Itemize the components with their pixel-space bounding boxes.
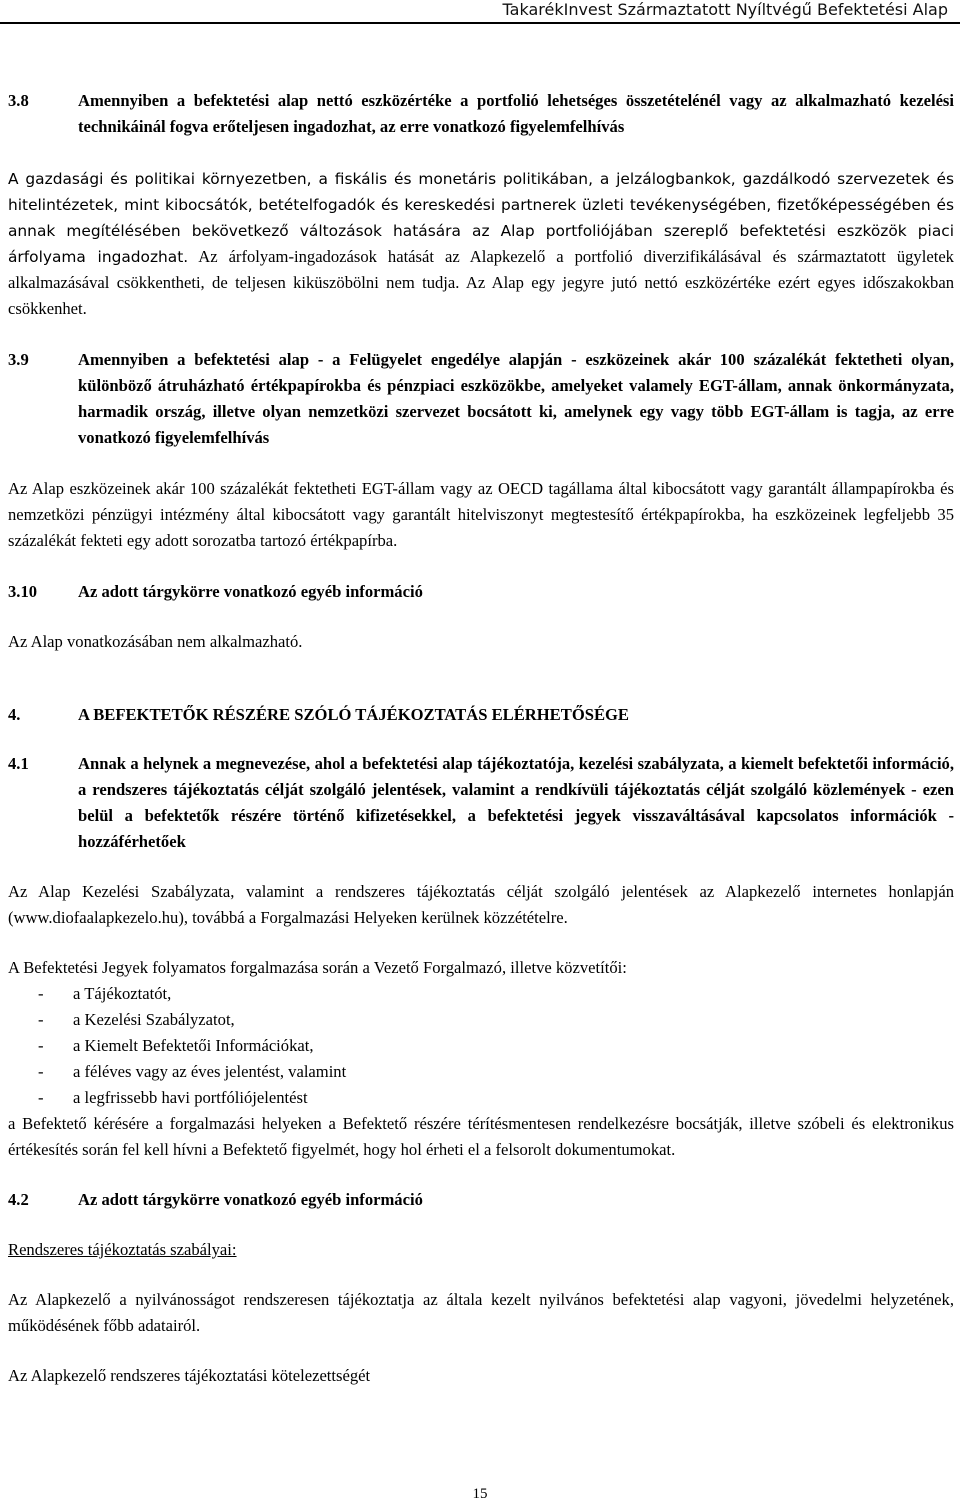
document-body <box>8 88 954 1389</box>
section-4-2-paragraph-2: Az Alapkezelő rendszeres tájékoztatási kötelezettségét <box>8 1366 371 1385</box>
section-3-10-body: Az Alap vonatkozásában nem alkalmazható. <box>8 632 303 651</box>
list-item: - a Kezelési Szabályzatot, <box>38 1010 235 1029</box>
section-number: 3.8 <box>8 91 29 110</box>
section-number: 3.10 <box>8 582 38 601</box>
running-header: TakarékInvest Származtatott Nyíltvégű Befektetési Alap <box>502 0 948 19</box>
section-title: Amennyiben a befektetési alap nettó eszközértéke a portfolió lehetséges összetételénél vagy az alkalmazható kezelési technikáinál fogva erőteljesen ingadozhat, az erre vonatkozó figyelemfelhívás <box>78 91 954 136</box>
section-3-9-heading <box>8 347 954 451</box>
section-4-1-paragraph-1: Az Alap Kezelési Szabályzata, valamint a rendszeres tájékoztatás célját szolgáló jelentések az Alapkezelő internetes honlapján (www.diofaalapkezelo.hu), továbbá a Forgalmazási Helyeken kerülnek közzétételre. <box>8 882 954 927</box>
section-4-1-paragraph-3: a Befektető kérésére a forgalmazási helyeken a Befektető részére térítésmentesen rendelkezésre bocsátják, illetve szóbeli és elektronikus értékesítés során fel kell hívni a Befektető figyelmét, hogy hol érheti el a felsorolt dokumentumokat. <box>8 1114 954 1159</box>
section-title: A BEFEKTETŐK RÉSZÉRE SZÓLÓ TÁJÉKOZTATÁS ELÉRHETŐSÉGE <box>78 705 629 724</box>
section-3-8-heading <box>8 88 954 140</box>
list-item: - a legfrissebb havi portfóliójelentést <box>38 1088 308 1107</box>
list-item: - a Kiemelt Befektetői Információkat, <box>38 1036 314 1055</box>
page-number: 15 <box>472 1486 488 1502</box>
serif-paragraph: Az árfolyam-ingadozások hatását az Alapkezelő a portfolió diverzifikálásával és származtatott ügyletek alkalmazásával csökkentheti, de teljesen kiküszöbölni nem tudja. Az Alap egy jegyre jutó nettó eszközértéke ezért egyes időszakokban csökkenhet. <box>8 247 954 318</box>
section-4-2-paragraph-1: Az Alapkezelő a nyilvánosságot rendszeresen tájékoztatja az általa kezelt nyilvános befektetési alap vagyoni, jövedelmi helyzetének, működésének főbb adatairól. <box>8 1290 954 1335</box>
section-title: Az adott tárgykörre vonatkozó egyéb információ <box>78 1190 423 1209</box>
section-title: Annak a helynek a megnevezése, ahol a befektetési alap tájékoztatója, kezelési szabályzata, a kiemelt befektetői információ, a rendszeres tájékoztatás célját szolgáló jelentések, valamint a rendkívüli tájékoztatás célját szolgáló közlemények - ezen belül a befektetők részére történő kifizetésekkel, a befektetési jegyek visszaváltásával kapcsolatos információk - hozzáférhetőek <box>78 754 954 851</box>
section-number: 3.9 <box>8 350 29 369</box>
section-3-10-heading <box>8 579 954 605</box>
section-number: 4.1 <box>8 754 29 773</box>
section-4-heading <box>8 702 954 728</box>
section-4-1-paragraph-2: A Befektetési Jegyek folyamatos forgalmazása során a Vezető Forgalmazó, illetve közvetítői: <box>8 958 627 977</box>
section-3-8-body <box>8 166 954 322</box>
section-3-9-body: Az Alap eszközeinek akár 100 százalékát fektetheti EGT-állam vagy az OECD tagállama által kibocsátott vagy garantált állampapírokba és nemzetközi pénzügyi intézmény által kibocsátott vagy garantált hitelviszonyt megtestesítő értékpapírokba, ha eszközeinek legfeljebb 35 százalékát fekteti egy adott sorozatba tartozó értékpapírba. <box>8 479 954 550</box>
section-4-2-subheading: Rendszeres tájékoztatás szabályai: <box>8 1240 237 1259</box>
section-number: 4. <box>8 705 21 724</box>
section-4-1-heading <box>8 751 954 855</box>
list-item: - a féléves vagy az éves jelentést, valamint <box>38 1062 347 1081</box>
sans-paragraph: A gazdasági és politikai környezetben, a fiskális és monetáris politikában, a jelzálogbankok, gazdálkodó szervezetek és hitelintézetek, mint kibocsátók, betételfogadók és kereskedési partnerek üzleti tevékenységében, fizetőképességében és annak megítélésében bekövetkező változások hatására az Alap portfoliójában szereplő befektetési eszközök piaci árfolyama ingadozhat. <box>8 170 954 266</box>
header-rule <box>0 22 960 24</box>
section-title: Amennyiben a befektetési alap - a Felügyelet engedélye alapján - eszközeinek akár 100 százalékát fektetheti olyan, különböző átruházható értékpapírokba és pénzpiaci eszközökbe, amelyeket valamely EGT-állam, annak önkormányzata, harmadik ország, illetve olyan nemzetközi szervezet bocsátott ki, amelynek egy vagy több EGT-állam is tagja, az erre vonatkozó figyelemfelhívás <box>78 350 954 447</box>
list-item: - a Tájékoztatót, <box>38 984 172 1003</box>
section-title: Az adott tárgykörre vonatkozó egyéb információ <box>78 582 423 601</box>
section-number: 4.2 <box>8 1190 29 1209</box>
document-list <box>8 981 954 1111</box>
section-4-2-heading <box>8 1187 954 1213</box>
